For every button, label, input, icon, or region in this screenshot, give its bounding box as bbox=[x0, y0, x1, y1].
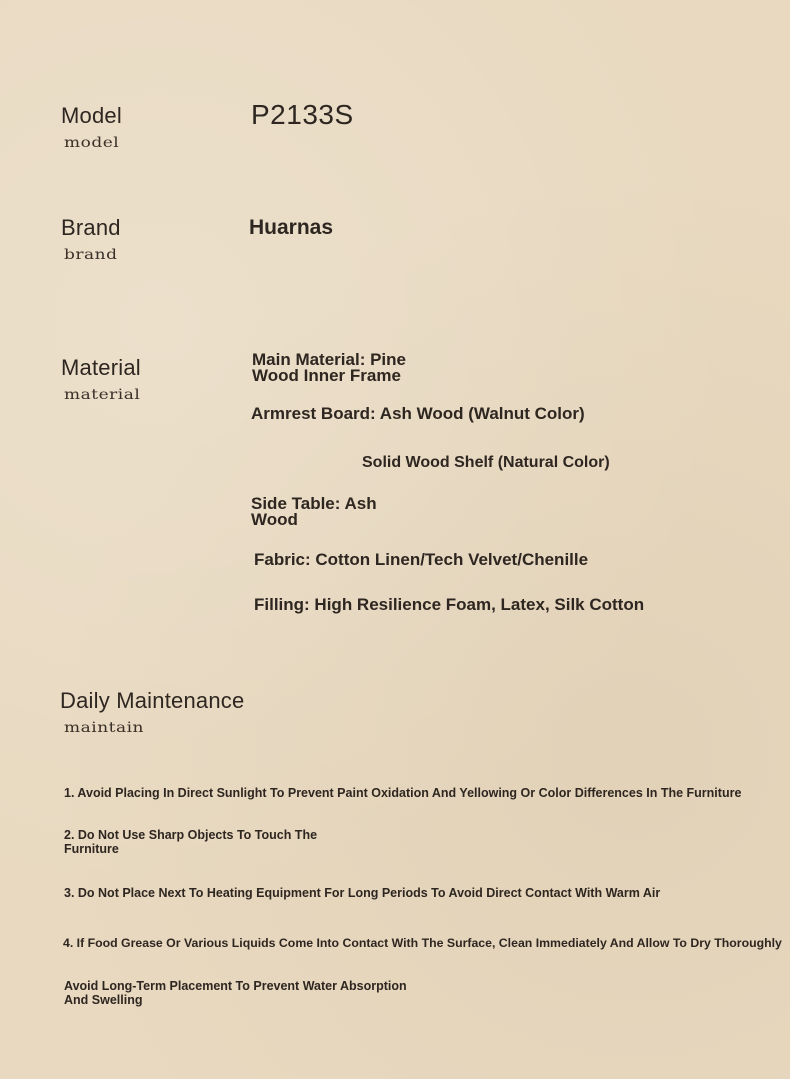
material-item: Side Table: Ash Wood bbox=[251, 494, 377, 529]
material-sublabel: material bbox=[64, 387, 141, 403]
maintenance-item: 3. Do Not Place Next To Heating Equipment For Long Periods To Avoid Direct Contact With Warm Air bbox=[64, 886, 661, 900]
model-sublabel: model bbox=[64, 135, 120, 151]
model-value: P2133S bbox=[251, 99, 354, 130]
maintenance-item: 2. Do Not Use Sharp Objects To Touch The Furniture bbox=[64, 828, 318, 856]
material-item: Filling: High Resilience Foam, Latex, Silk Cotton bbox=[254, 595, 645, 614]
material-item: Armrest Board: Ash Wood (Walnut Color) bbox=[251, 404, 585, 423]
material-item: Fabric: Cotton Linen/Tech Velvet/Chenille bbox=[254, 550, 589, 569]
material-label: Material bbox=[61, 355, 141, 380]
material-item: Main Material: Pine Wood Inner Frame bbox=[252, 350, 406, 385]
brand-sublabel: brand bbox=[64, 247, 118, 263]
model-label: Model bbox=[61, 103, 122, 128]
maintenance-item: 1. Avoid Placing In Direct Sunlight To Prevent Paint Oxidation And Yellowing Or Color Differences In The Furniture bbox=[64, 786, 742, 800]
maintenance-sublabel: maintain bbox=[64, 720, 144, 736]
material-item: Solid Wood Shelf (Natural Color) bbox=[362, 454, 610, 471]
maintenance-item: 4. If Food Grease Or Various Liquids Come Into Contact With The Surface, Clean Immediately And Allow To Dry Thoroughly bbox=[63, 936, 782, 950]
brand-label: Brand bbox=[61, 215, 121, 240]
maintenance-item: Avoid Long-Term Placement To Prevent Water Absorption And Swelling bbox=[64, 979, 407, 1007]
maintenance-label: Daily Maintenance bbox=[60, 688, 245, 713]
brand-value: Huarnas bbox=[249, 216, 334, 239]
